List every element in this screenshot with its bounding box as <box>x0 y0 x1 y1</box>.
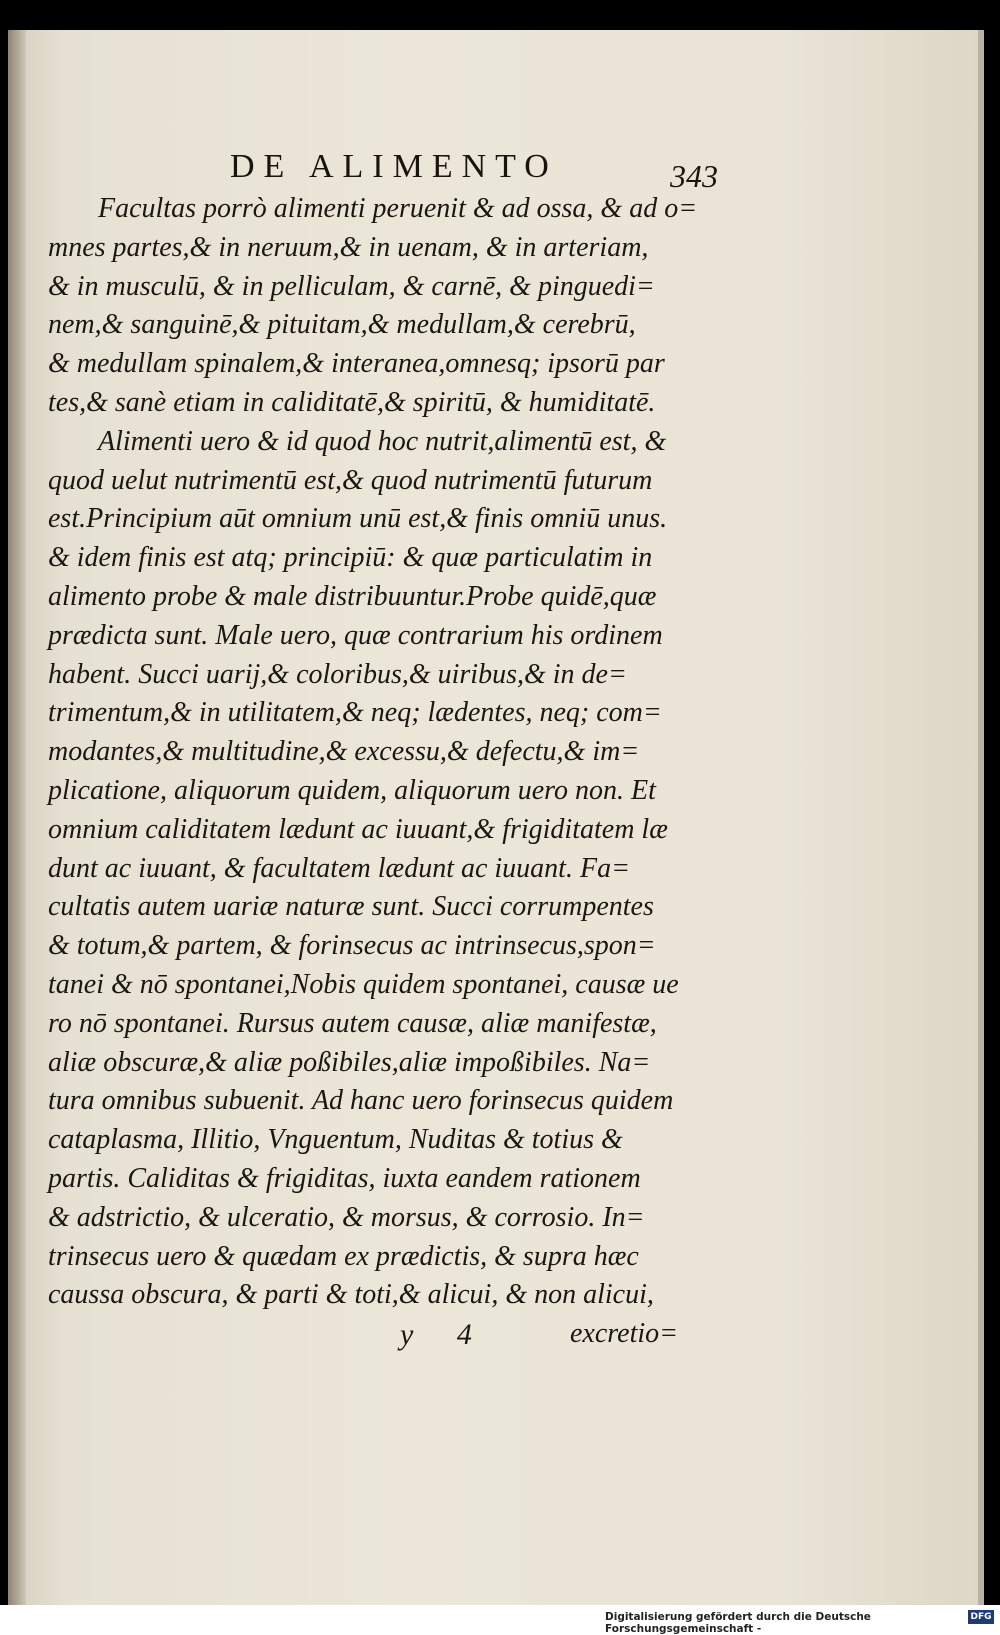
text-line: tanei & nō spontanei,Nobis quidem spontanei, causæ ue <box>48 968 679 1000</box>
page-number: 343 <box>670 158 718 194</box>
digitization-credit: Digitalisierung gefördert durch die Deutsche Forschungsgemeinschaft - <box>605 1611 871 1635</box>
text-line: cultatis autem uariæ naturæ sunt. Succi corrumpentes <box>48 891 654 923</box>
body-text <box>48 190 728 1315</box>
text-line: dunt ac iuuant, & facultatem lædunt ac iuuant. Fa= <box>48 852 630 884</box>
catchword: excretio= <box>570 1318 679 1349</box>
running-head <box>0 118 1000 194</box>
text-line: partis. Caliditas & frigiditas, iuxta eandem rationem <box>48 1162 641 1194</box>
text-line: & adstrictio, & ulceratio, & morsus, & corrosio. In= <box>48 1201 645 1233</box>
text-line: trimentum,& in utilitatem,& neq; lædentes, neq; com= <box>48 697 662 729</box>
dfg-logo-icon: DFG <box>968 1610 994 1624</box>
page-title: DE ALIMENTO <box>230 148 558 185</box>
text-line: plicatione, aliquorum quidem, aliquorum uero non. Et <box>48 774 656 806</box>
text-line: tura omnibus subuenit. Ad hanc uero forinsecus quidem <box>48 1085 674 1117</box>
text-line: habent. Succi uarij,& coloribus,& uiribus,& in de= <box>48 658 627 690</box>
text-line: & medullam spinalem,& interanea,omnesq; ipsorū par <box>48 348 665 380</box>
text-line: & idem finis est atq; principiū: & quæ particulatim in <box>48 542 653 574</box>
page-gutter-shadow <box>8 30 26 1605</box>
text-line: nem,& sanguinē,& pituitam,& medullam,& cerebrū, <box>48 309 636 341</box>
text-line: aliæ obscuræ,& aliæ poßibiles,aliæ impoßibiles. Na= <box>48 1046 651 1078</box>
signature-mark: y 4 <box>400 1318 490 1351</box>
text-line: alimento probe & male distribuuntur.Probe quidē,quæ <box>48 580 657 612</box>
text-line: prædicta sunt. Male uero, quæ contrarium his ordinem <box>48 619 663 651</box>
text-line: Facultas porrò alimenti peruenit & ad ossa, & ad o= <box>98 193 698 224</box>
text-line: cataplasma, Illitio, Vnguentum, Nuditas & totius & <box>48 1124 623 1156</box>
text-line: mnes partes,& in neruum,& in uenam, & in arteriam, <box>48 231 649 263</box>
text-line: & totum,& partem, & forinsecus ac intrinsecus,spon= <box>48 930 656 962</box>
text-line: caussa obscura, & parti & toti,& alicui, & non alicui, <box>48 1279 654 1311</box>
page-footer <box>0 1310 1000 1360</box>
text-line: omnium caliditatem lædunt ac iuuant,& frigiditatem læ <box>48 813 668 845</box>
text-line: est.Principium aūt omnium unū est,& finis omniū unus. <box>48 503 668 535</box>
text-line: trinsecus uero & quædam ex prædictis, & supra hæc <box>48 1240 639 1272</box>
text-line: Alimenti uero & id quod hoc nutrit,alimentū est, & <box>98 425 667 457</box>
text-line: & in musculū, & in pelliculam, & carnē, & pinguedi= <box>48 270 655 302</box>
text-line: modantes,& multitudine,& excessu,& defectu,& im= <box>48 736 640 768</box>
text-line: ro nō spontanei. Rursus autem causæ, aliæ manifestæ, <box>48 1007 657 1039</box>
text-line: tes,& sanè etiam in caliditatē,& spiritū, & humiditatē. <box>48 386 656 418</box>
text-line: quod uelut nutrimentū est,& quod nutrimentū futurum <box>48 464 653 496</box>
